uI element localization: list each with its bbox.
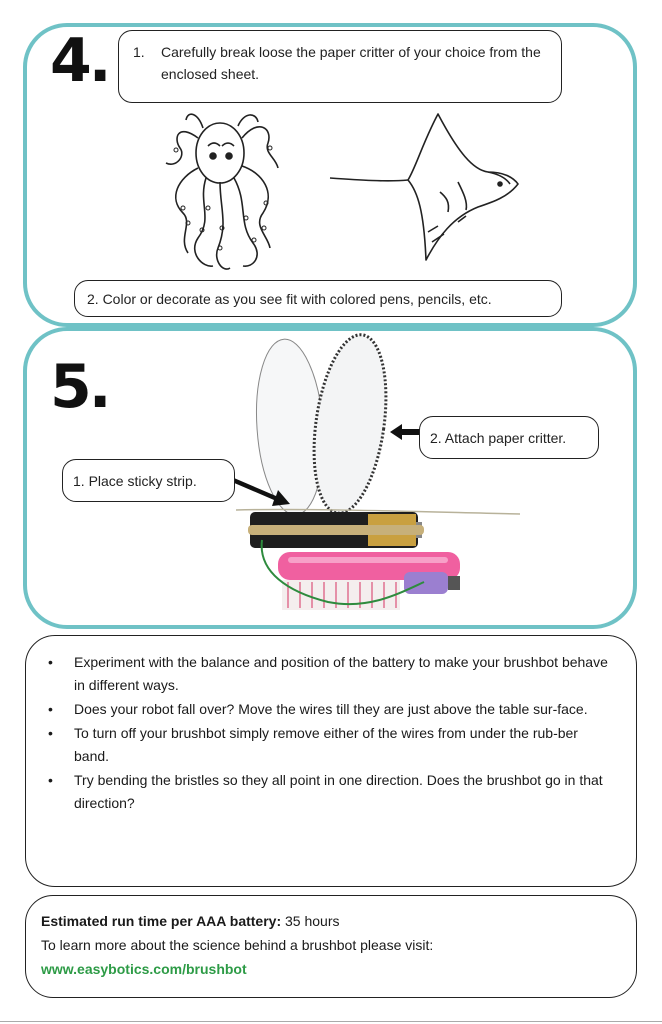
instruction-text: Carefully break loose the paper critter of your choice from the enclosed sheet. bbox=[161, 44, 541, 82]
step-5-number: 5. bbox=[50, 352, 109, 422]
tip-item: • Experiment with the balance and position of the battery to make your brushbot behave in different ways. bbox=[48, 654, 608, 693]
attach-arrow-icon bbox=[388, 422, 422, 442]
octopus-illustration bbox=[158, 108, 283, 276]
tips-list bbox=[48, 651, 610, 816]
sticky-strip-callout: 1. Place sticky strip. bbox=[62, 459, 235, 502]
info-panel bbox=[25, 895, 637, 998]
step-4-color-callout: 2. Color or decorate as you see fit with colored pens, pencils, etc. bbox=[74, 280, 562, 317]
step-4-instruction-callout bbox=[118, 30, 562, 103]
sticky-strip-arrow-icon bbox=[232, 472, 292, 508]
runtime-line bbox=[41, 909, 621, 933]
step-4-number: 4. bbox=[50, 26, 109, 96]
tips-panel bbox=[25, 635, 637, 887]
instruction-number: 1. bbox=[133, 44, 145, 60]
page-bottom-divider bbox=[0, 1021, 662, 1022]
tip-item: • To turn off your brushbot simply remove either of the wires from under the rub-ber band. bbox=[48, 725, 578, 764]
runtime-value: 35 hours bbox=[285, 913, 340, 929]
tip-item: • Try bending the bristles so they all point in one direction. Does the brushbot go in that direction? bbox=[48, 772, 603, 811]
learn-more-text: To learn more about the science behind a brushbot please visit: bbox=[41, 937, 434, 953]
runtime-label: Estimated run time per AAA battery: bbox=[41, 913, 282, 929]
tip-item: • Does your robot fall over? Move the wires till they are just above the table sur-face. bbox=[48, 701, 588, 717]
brushbot-link[interactable]: www.easybotics.com/brushbot bbox=[41, 961, 247, 977]
attach-critter-callout: 2. Attach paper critter. bbox=[419, 416, 599, 459]
manta-ray-illustration bbox=[328, 112, 523, 264]
